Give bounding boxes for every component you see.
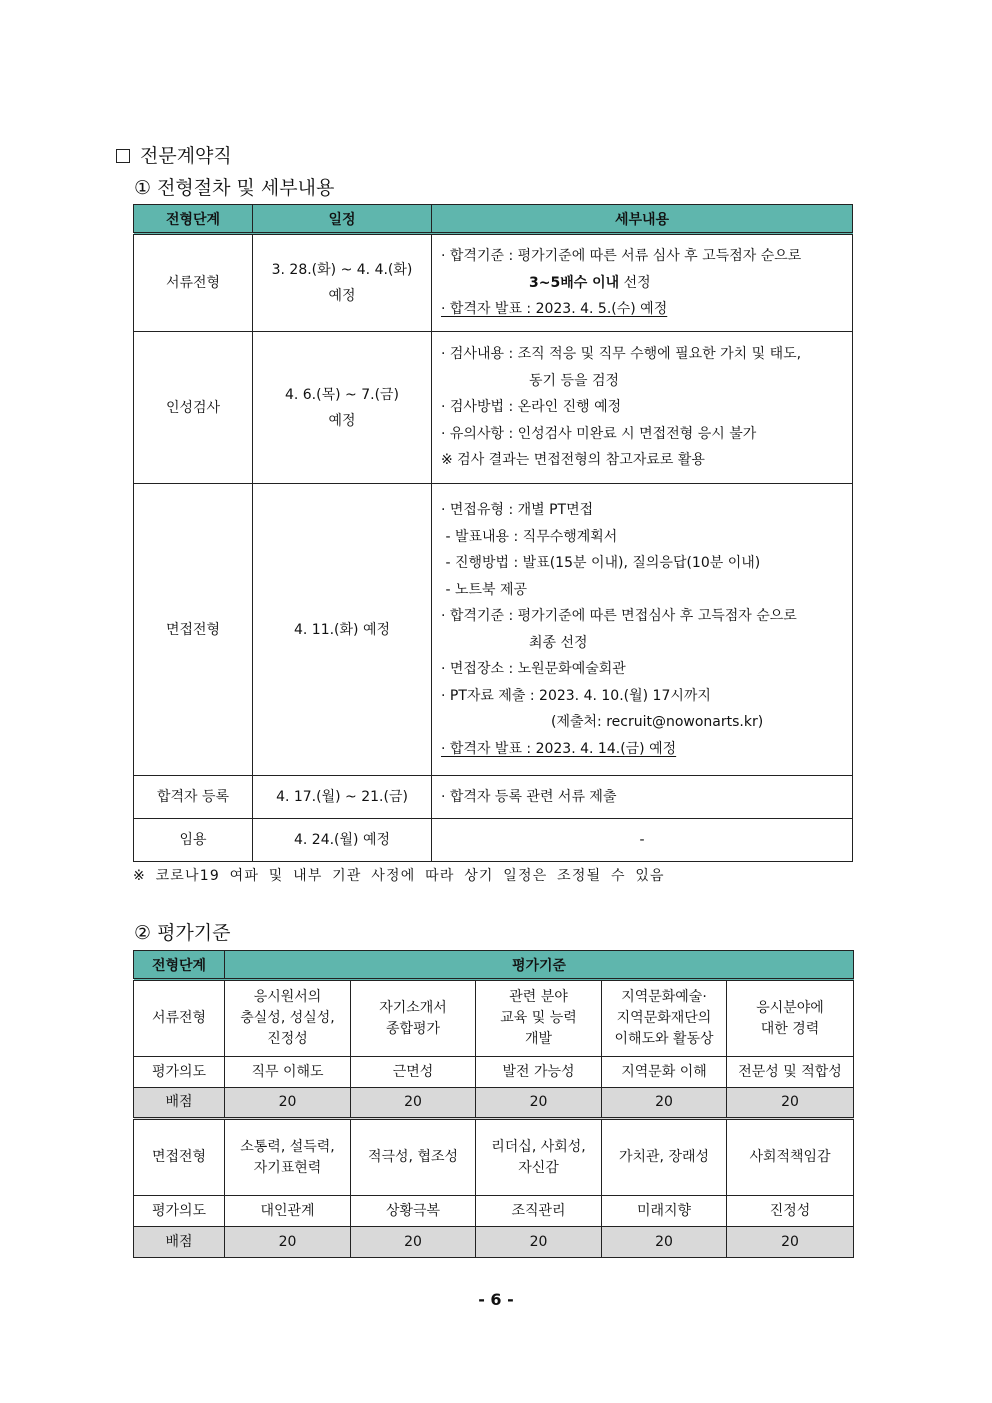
schedule-cell: 4. 17.(월) ~ 21.(금) — [253, 776, 432, 819]
schedule-cell: 4. 24.(월) 예정 — [253, 819, 432, 862]
details-cell: · 합격기준 : 평가기준에 따른 서류 심사 후 고득점자 순으로 3~5배수 이내 선정 · 합격자 발표 : 2023. 4. 5.(수) 예정 — [432, 234, 853, 332]
header-stage: 전형단계 — [134, 205, 253, 234]
header-stage: 전형단계 — [134, 951, 225, 980]
procedure-table — [133, 204, 853, 862]
table-row — [134, 332, 853, 484]
schedule-cell: 3. 28.(화) ~ 4. 4.(화) 예정 — [253, 234, 432, 332]
score-cell: 20 — [602, 1088, 727, 1119]
subsection-title-procedure: ① 전형절차 및 세부내용 — [134, 177, 335, 199]
stage-cell: 면접전형 — [134, 484, 253, 776]
table-row — [134, 776, 853, 819]
stage-cell: 면접전형 — [134, 1119, 225, 1196]
schedule-cell: 4. 11.(화) 예정 — [253, 484, 432, 776]
int-criteria-row — [134, 1119, 854, 1196]
stage-cell: 서류전형 — [134, 980, 225, 1057]
details-cell: · 면접유형 : 개별 PT면접 - 발표내용 : 직무수행계획서 - 진행방법 : 발표(15분 이내), 질의응답(10분 이내) - 노트북 제공 · 합격기준 : 평가기준에 따른 면접심사 후 고득점자 순으로 최종 선정 · 면접장소 : 노원문화예술회관 · PT자료 제출 : 2023. 4. 10.(월) 17시까지 (제출처: recruit@nowonarts.kr) · 합격자 발표 : 2023. 4. 14.(금) 예정 — [432, 484, 853, 776]
doc-intent-row — [134, 1057, 854, 1088]
criteria-cell: 적극성, 협조성 — [351, 1119, 476, 1196]
score-cell: 20 — [351, 1227, 476, 1258]
intent-cell: 발전 가능성 — [476, 1057, 602, 1088]
header-criteria: 평가기준 — [225, 951, 854, 980]
details-cell: · 검사내용 : 조직 적응 및 직무 수행에 필요한 가치 및 태도, 동기 등을 검정 · 검사방법 : 온라인 진행 예정 · 유의사항 : 인성검사 미완료 시 면접전형 응시 불가 ※ 검사 결과는 면접전형의 참고자료로 활용 — [432, 332, 853, 484]
criteria-cell: 소통력, 설득력, 자기표현력 — [225, 1119, 351, 1196]
intent-cell: 미래지향 — [602, 1196, 727, 1227]
intent-cell: 지역문화 이해 — [602, 1057, 727, 1088]
score-cell: 20 — [727, 1088, 854, 1119]
criteria-cell: 가치관, 장래성 — [602, 1119, 727, 1196]
header-details: 세부내용 — [432, 205, 853, 234]
schedule-note: ※ 코로나19 여파 및 내부 기관 사정에 따라 상기 일정은 조정될 수 있음 — [133, 868, 665, 884]
criteria-cell: 응시분야에 대한 경력 — [727, 980, 854, 1057]
score-label: 배점 — [134, 1227, 225, 1258]
intent-cell: 상황극복 — [351, 1196, 476, 1227]
score-cell: 20 — [225, 1227, 351, 1258]
score-cell: 20 — [225, 1088, 351, 1119]
int-score-row — [134, 1227, 854, 1258]
stage-cell: 인성검사 — [134, 332, 253, 484]
doc-criteria-row — [134, 980, 854, 1057]
score-cell: 20 — [351, 1088, 476, 1119]
intent-cell: 조직관리 — [476, 1196, 602, 1227]
details-cell: · 합격자 등록 관련 서류 제출 — [432, 776, 853, 819]
criteria-cell: 자기소개서 종합평가 — [351, 980, 476, 1057]
details-cell: - — [432, 819, 853, 862]
stage-cell: 합격자 등록 — [134, 776, 253, 819]
criteria-cell: 사회적책임감 — [727, 1119, 854, 1196]
int-intent-row — [134, 1196, 854, 1227]
checkbox-square-icon — [116, 149, 130, 163]
intent-label: 평가의도 — [134, 1196, 225, 1227]
intent-cell: 전문성 및 적합성 — [727, 1057, 854, 1088]
subsection-title-criteria: ② 평가기준 — [134, 922, 231, 944]
stage-cell: 임용 — [134, 819, 253, 862]
table-row — [134, 819, 853, 862]
criteria-cell: 응시원서의 충실성, 성실성, 진정성 — [225, 980, 351, 1057]
criteria-cell: 리더십, 사회성, 자신감 — [476, 1119, 602, 1196]
score-cell: 20 — [727, 1227, 854, 1258]
criteria-cell: 관련 분야 교육 및 능력 개발 — [476, 980, 602, 1057]
score-cell: 20 — [476, 1227, 602, 1258]
score-label: 배점 — [134, 1088, 225, 1119]
intent-cell: 대인관계 — [225, 1196, 351, 1227]
stage-cell: 서류전형 — [134, 234, 253, 332]
doc-score-row — [134, 1088, 854, 1119]
header-schedule: 일정 — [253, 205, 432, 234]
schedule-cell: 4. 6.(목) ~ 7.(금) 예정 — [253, 332, 432, 484]
intent-cell: 진정성 — [727, 1196, 854, 1227]
score-cell: 20 — [476, 1088, 602, 1119]
intent-label: 평가의도 — [134, 1057, 225, 1088]
page-number: - 6 - — [478, 1290, 514, 1309]
criteria-table — [133, 950, 854, 1258]
section-title: 전문계약직 — [116, 141, 232, 168]
table-row — [134, 234, 853, 332]
intent-cell: 직무 이해도 — [225, 1057, 351, 1088]
table-row — [134, 484, 853, 776]
intent-cell: 근면성 — [351, 1057, 476, 1088]
criteria-cell: 지역문화예술· 지역문화재단의 이해도와 활동상 — [602, 980, 727, 1057]
score-cell: 20 — [602, 1227, 727, 1258]
